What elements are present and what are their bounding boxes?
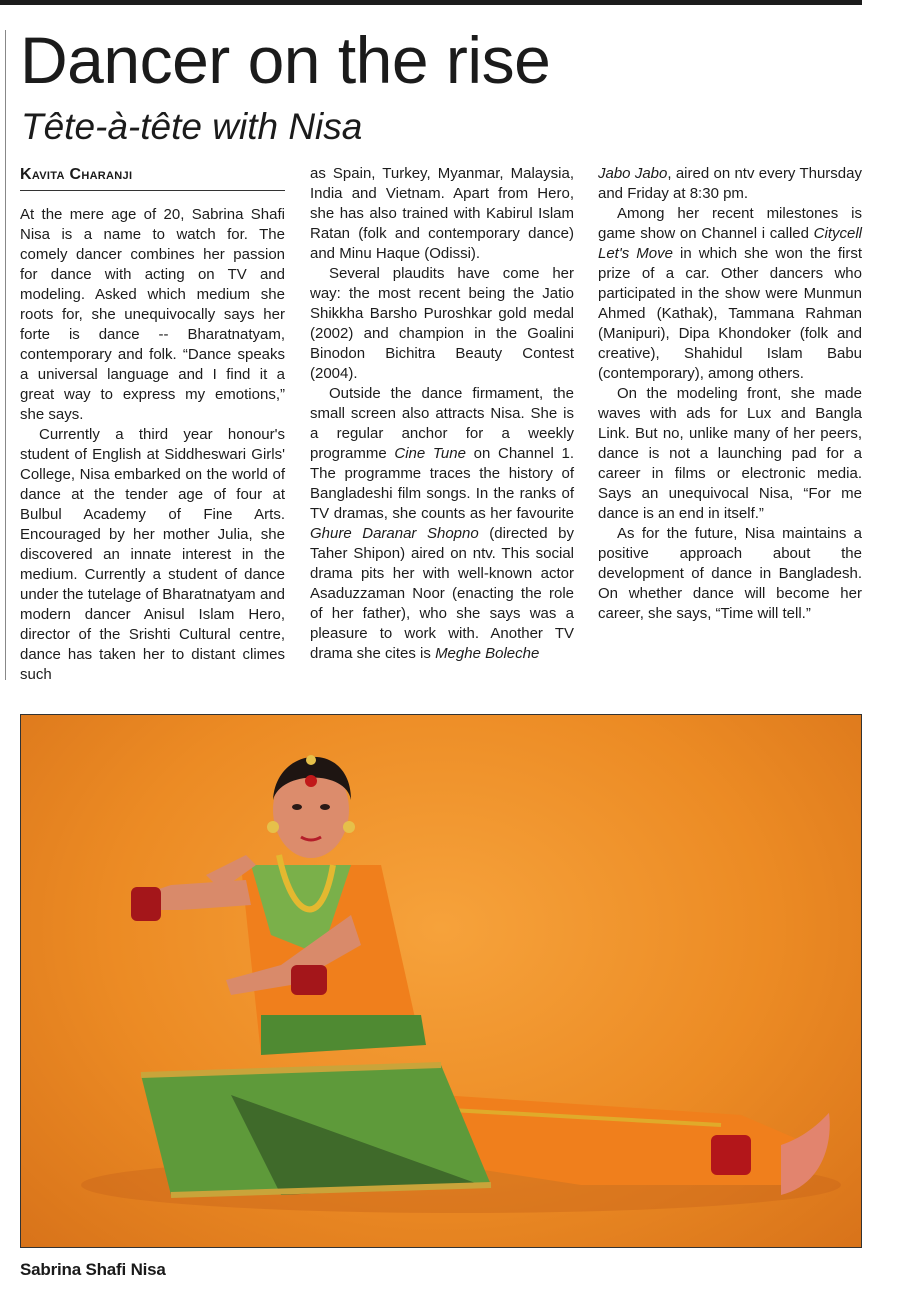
- headline: Dancer on the rise: [20, 23, 551, 97]
- text-run: in which she won the first prize of a car. Other dancers who participated in the show were Munmun Ahmed (Kathak), Tammana Rahman (Manipuri), Dipa Khondoker (folk and creative), Shahidul Islam Babu (contemporary), among others.: [598, 245, 863, 382]
- drama-title: Ghure Daranar Shopno: [310, 525, 479, 542]
- dancer-illustration: [21, 715, 861, 1247]
- text-run: on Channel 1. The programme traces the history of Bangladeshi film songs. In the ranks of TV dramas, she counts as her favourite: [310, 445, 575, 522]
- byline: Kavita Charanji: [20, 166, 285, 191]
- photo-caption: Sabrina Shafi Nisa: [20, 1260, 166, 1279]
- text-run: Among her recent milestones is game show on Channel i called: [598, 205, 862, 242]
- subheadline: Tête-à-tête with Nisa: [21, 106, 363, 147]
- paragraph: On the modeling front, she made waves with ads for Lux and Bangla Link. But no, unlike many of her peers, dance is not a launching pad for a career in films or electronic media. Says an unequivocal Nisa, “For me dance is an end in itself.”: [598, 385, 862, 522]
- paragraph: Currently a third year honour's student of English at Siddheswari Girls' College, Nisa embarked on the world of dance at the tender age of four at Bulbul Academy of Fine Arts. Encouraged by her mother Julia, she discovered an innate interest in the medium. Currently a student of dance under the tutelage of Bharatnatyam and modern dancer Anisul Islam Hero, director of the Srishti Cultural centre, dance has taken her to distant climes such: [20, 426, 285, 683]
- paragraph: [598, 164, 862, 204]
- dancer-photo: [20, 714, 862, 1248]
- text-run: , aired on ntv every Thursday and Friday at 8:30 pm.: [598, 165, 862, 202]
- article-column-2: [310, 164, 574, 664]
- paragraph: As for the future, Nisa maintains a positive approach about the development of dance in Bangladesh. On whether dance will become her career, she says, “Time will tell.”: [598, 525, 862, 622]
- program-title: Cine Tune: [394, 445, 466, 462]
- text-run: (directed by Taher Shipon) aired on ntv. This social drama pits her with well-known actor Asaduzzaman Noor (enacting the role of her father), who she says was a pleasure to work with. Another TV drama she cites is: [310, 525, 574, 662]
- article-column-3: [598, 164, 862, 624]
- paragraph: At the mere age of 20, Sabrina Shafi Nisa is a name to watch for. The comely dancer combines her passion for dance with acting on TV and modeling. Asked which medium she roots for, she unequivocally says her forte is dance -- Bharatnatyam, contemporary and folk. “Dance speaks a universal language and I find it a great way to express my emotions,” she says.: [20, 206, 285, 423]
- text-run: Outside the dance firmament, the small screen also attracts Nisa. She is a regular anchor for a weekly programme: [310, 385, 574, 462]
- show-title: Citycell Let's Move: [598, 225, 862, 262]
- paragraph: as Spain, Turkey, Myanmar, Malaysia, India and Vietnam. Apart from Hero, she has also trained with Kabirul Islam Ratan (folk and contemporary dance) and Minu Haque (Odissi).: [310, 165, 574, 262]
- article-column-1: [20, 205, 285, 685]
- drama-title: Meghe Boleche: [435, 645, 540, 662]
- paragraph: [598, 204, 862, 384]
- top-rule: [0, 0, 862, 5]
- paragraph: [310, 384, 574, 664]
- left-column-rule: [5, 30, 6, 680]
- drama-title: Jabo Jabo: [598, 165, 668, 182]
- paragraph: Several plaudits have come her way: the most recent being the Jatio Shikkha Barsho Puroshkar gold medal (2002) and champion in the Goalini Binodon Bichitra Beauty Contest (2004).: [310, 265, 574, 382]
